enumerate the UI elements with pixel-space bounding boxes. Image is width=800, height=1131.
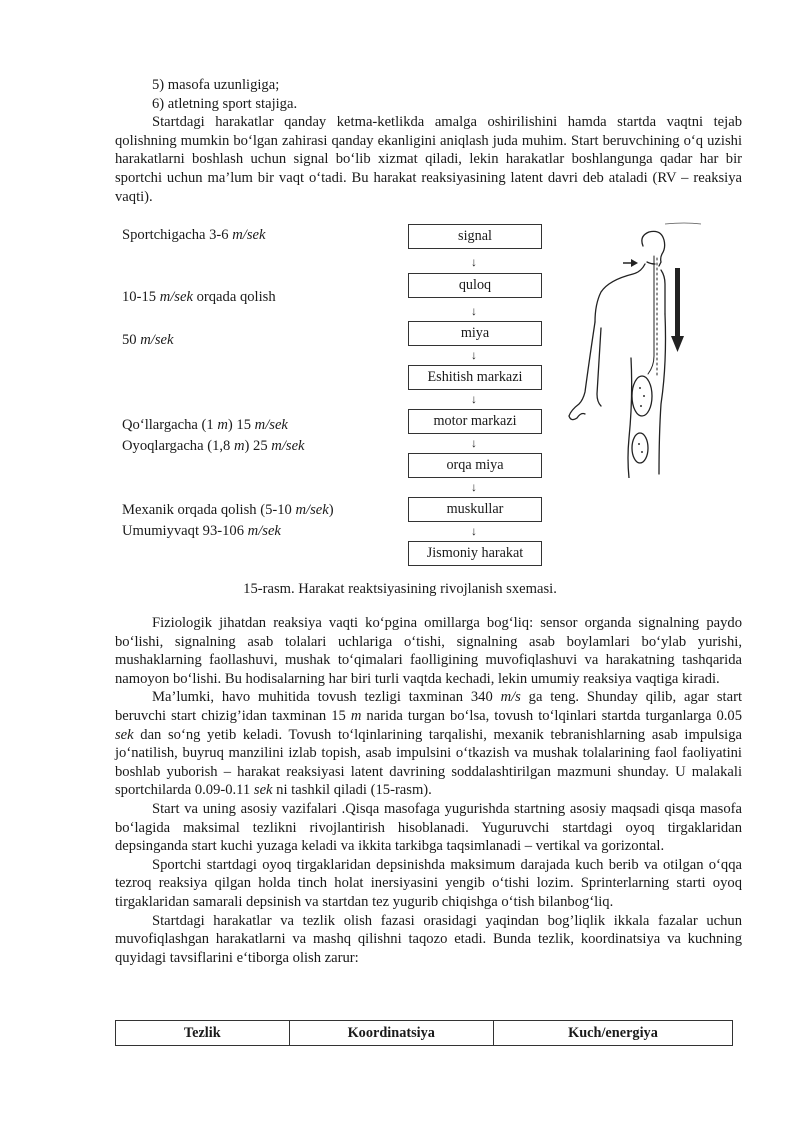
box-spinal-cord: orqa miya xyxy=(408,453,542,478)
intro-list xyxy=(115,76,742,206)
arrow-down: ↓ xyxy=(471,392,477,406)
table-header-cell: Tezlik xyxy=(116,1021,290,1046)
paragraph-3: Ma’lumki, havo muhitida tovush tezligi taxminan 340 m/s ga teng. Shunday qilib, agar start beruvchi start chizig’idan taxminan 15 m narida turgan bo‘lsa, tovush to‘lqinlari startda turganlarga 0.05 sek dan so‘ng yetib keladi. Tovush to‘lqinlarining tarqalishi, mexanik tebranishlarning asab impulsiga jo‘natilish, buyruq manzilini izlab topish, asab impulsini o‘tkazish va mushak tolalarining faol faoliyatini boshlab yuborish – harakat reaksiyasi latent davrining soddalashtirilgan mazmuni shunday. U malakali sportchilarda 0.09-0.11 sek ni tashkil qiladi (15-rasm). xyxy=(115,689,743,799)
label-to-legs: Oyoqlargacha (1,8 m) 25 m/sek xyxy=(122,438,305,454)
label-50: 50 m/sek xyxy=(122,332,174,348)
characteristics-table xyxy=(115,1020,733,1046)
list-item: 5) masofa uzunligiga; xyxy=(152,77,280,93)
list-item: 6) atletning sport stajiga. xyxy=(152,95,298,112)
label-to-hands: Qo‘llargacha (1 m) 15 m/sek xyxy=(122,417,288,433)
arrow-down: ↓ xyxy=(471,524,477,538)
box-muscles: muskullar xyxy=(408,497,542,522)
paragraph-4: Start va uning asosiy vazifalari .Qisqa masofaga yugurishda startning asosiy maqsadi qisqa masofa bo‘lagida maksimal tezlikni rivojlantirish hisoblanadi. Yuguruvchi startdagi oyoq tirgaklaridan depsinganda start kuchi yuzaga keladi va ikkita tarkibga taqsimlanadi – vertikal va gorizontal. xyxy=(115,800,742,855)
paragraph-1: Startdagi harakatlar qanday ketma-ketlikda amalga oshirilishini hamda startda vaqtni tejab qolishning mumkin bo‘lgan zahirasi qanday ekanligini aniqlash juda muhim. Start beruvchining o‘q uzishi harakatlarni boshlash uchun signal bo‘lib xizmat qiladi, lekin harakatlar boshlangunga qadar har bir sportchi uchun ma’lum bir vaqt o‘tadi. Bu harakat reaksiyasining latent davri deb ataladi (RV – reaksiya vaqti). xyxy=(115,114,742,205)
table-header-cell: Koordinatsiya xyxy=(289,1021,493,1046)
label-mechanical-lag: Mexanik orqada qolish (5-10 m/sek) xyxy=(122,502,334,518)
human-figure-icon xyxy=(555,218,705,478)
label-to-athlete: Sportchigacha 3-6 m/sek xyxy=(122,227,266,243)
paragraph-6: Startdagi harakatlar va tezlik olish fazasi orasidagi yaqindan bog’liqlik ikkala fazalar uchun muvofiqlashgan harakatlarni va mashq qilishni taqozo etadi. Bunda tezlik, koordinatsiya va kuchning quyidagi tavsiflarini e‘tiborga olish zarur: xyxy=(115,912,742,966)
arrow-down: ↓ xyxy=(471,348,477,362)
arrow-down: ↓ xyxy=(471,480,477,494)
arrow-down: ↓ xyxy=(471,255,477,269)
box-motor-center: motor markazi xyxy=(408,409,542,434)
arrow-down: ↓ xyxy=(471,436,477,450)
paragraph-2: Fiziologik jihatdan reaksiya vaqti ko‘pgina omillarga bog‘liq: sensor organda signalning paydo bo‘lishi, signalning asab tolalari uchlariga o‘tishi, signalning asab boylamlari bo‘ylab yurishi, mushaklarning faollashuvi, mushak to‘qimalari faolligining muvofiqlashuvi va harakatning tashqarida namoyon bo‘lishi. Bu hodisalarning har biri turli vaqtda kechadi, lekin umumiy reaksiya vaqtiga kiradi. xyxy=(115,615,742,687)
table-header-cell: Kuch/energiya xyxy=(493,1021,732,1046)
label-total-time: Umumiyvaqt 93-106 m/sek xyxy=(122,523,281,539)
paragraph-5: Sportchi startdagi oyoq tirgaklaridan depsinishda maksimum darajada kuch berib va otilgan o‘qqa tezroq reaksiya qilgan holda tinch holat inersiyasini yengib o‘tishi lozim. Sprinterlarning starti oyoq tirgaklaridan samarali depsinish va startdan tez yugurib chiqishga o‘tish bilanbog‘liq. xyxy=(115,856,742,910)
box-auditory-center: Eshitish markazi xyxy=(408,365,542,390)
box-physical-action: Jismoniy harakat xyxy=(408,541,542,566)
table-header-row xyxy=(116,1021,733,1046)
box-signal: signal xyxy=(408,224,542,249)
label-lag-10-15: 10-15 m/sek orqada qolish xyxy=(122,289,276,305)
box-brain: miya xyxy=(408,321,542,346)
body-text xyxy=(115,614,742,967)
box-ear: quloq xyxy=(408,273,542,298)
figure-caption: 15-rasm. Harakat reaktsiyasining rivojlanish sxemasi. xyxy=(243,581,557,597)
arrow-down: ↓ xyxy=(471,304,477,318)
